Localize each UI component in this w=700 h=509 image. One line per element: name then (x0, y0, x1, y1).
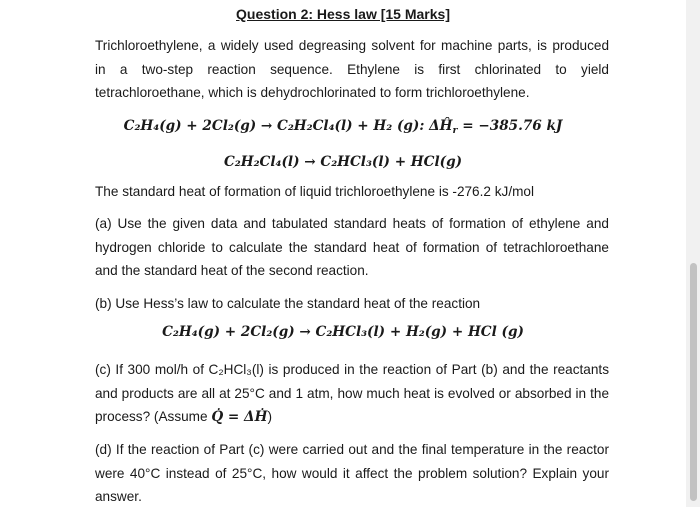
question-title: Question 2: Hess law [15 Marks] (236, 6, 450, 22)
part-c-paragraph (95, 358, 609, 430)
equation-2: C₂H₂Cl₄(l) → C₂HCl₃(l) + HCl(g) (223, 154, 463, 170)
part-b-text: (b) Use Hess’s law to calculate the standard heat of the reaction (95, 296, 481, 311)
intro-line-2: in a two-step reaction sequence. Ethylene is first chlorinated to yield (95, 61, 609, 77)
heat-of-formation-statement (95, 180, 609, 204)
part-b-paragraph (95, 292, 609, 316)
part-c-line-3-suffix: ) (267, 409, 272, 425)
equation-1-subscript: r (452, 125, 458, 136)
part-c-formula: Q̇ = ΔḢ (211, 409, 268, 426)
part-d-paragraph (95, 438, 609, 509)
part-c-line-2: and products are all at 25°C and 1 atm, how much heat is evolved or absorbed in the (95, 385, 609, 401)
equation-1-main: C₂H₄(g) + 2Cl₂(g) → C₂H₂Cl₄(l) + H₂ (g): ΔĤ (123, 118, 453, 134)
part-d-line-2: were 40°C instead of 25°C, how would it affect the problem solution? Explain your (95, 465, 609, 481)
part-d-line-3: answer. (95, 489, 142, 505)
part-c-line-3-prefix: process? (Assume (95, 409, 212, 425)
equation-3: C₂H₄(g) + 2Cl₂(g) → C₂HCl₃(l) + H₂(g) + HCl (g) (162, 324, 524, 340)
part-a-line-2: hydrogen chloride to calculate the standard heat of formation of tetrachloroethane (95, 239, 609, 255)
part-a-paragraph (95, 212, 609, 283)
part-a-line-3: and the standard heat of the second reaction. (95, 263, 369, 279)
part-d-line-1: (d) If the reaction of Part (c) were carried out and the final temperature in the reactor (95, 442, 609, 457)
part-c-line-1: (c) If 300 mol/h of C₂HCl₃(l) is produced in the reaction of Part (b) and the reactants (95, 362, 609, 377)
scrollbar-thumb[interactable] (690, 263, 697, 501)
part-a-line-1: (a) Use the given data and tabulated standard heats of formation of ethylene and (95, 216, 609, 231)
intro-line-1: Trichloroethylene, a widely used degreasing solvent for machine parts, is produced (95, 38, 609, 53)
vertical-scrollbar[interactable] (686, 0, 700, 507)
intro-line-3: tetrachloroethane, which is dehydrochlorinated to form trichloroethylene. (95, 85, 530, 101)
heat-statement-text: The standard heat of formation of liquid trichloroethylene is -276.2 kJ/mol (95, 184, 535, 199)
intro-paragraph (95, 34, 609, 105)
part-c-line-3 (95, 405, 609, 430)
equation-1-value: = −385.76 kJ (457, 118, 563, 134)
equation-1 (0, 118, 686, 136)
